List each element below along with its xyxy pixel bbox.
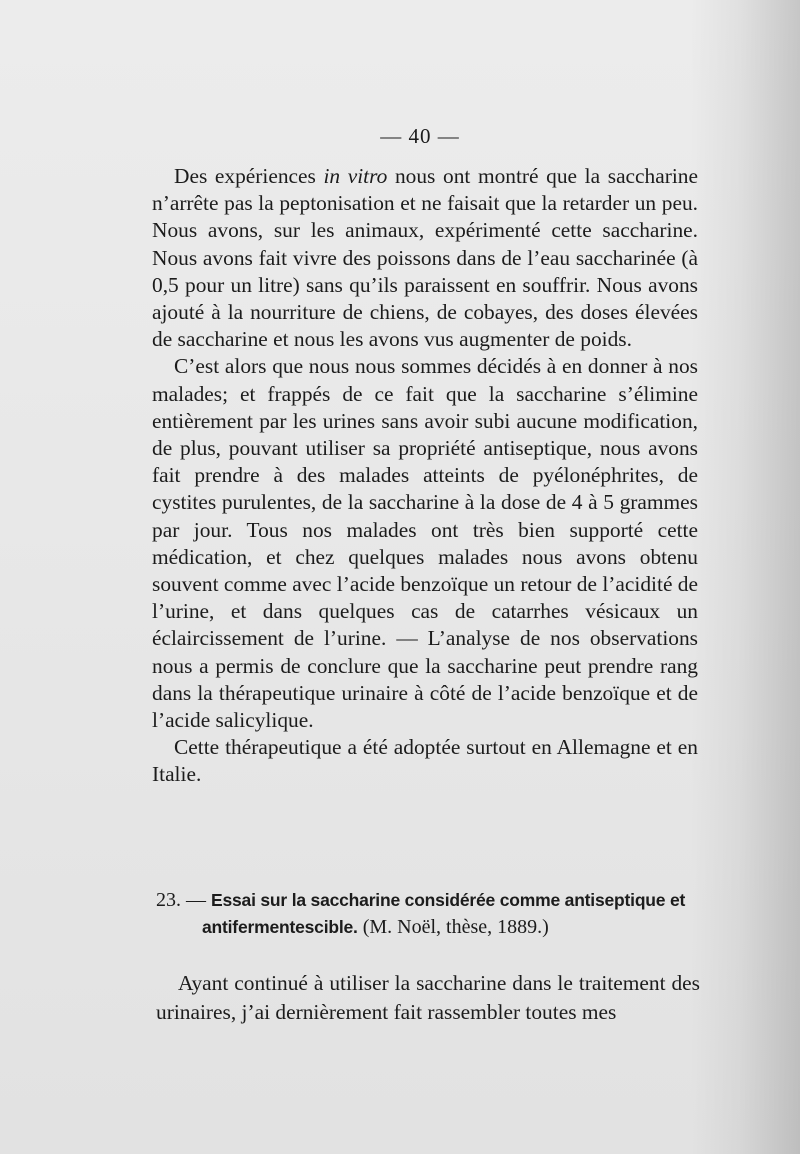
page-number: — 40 — (380, 124, 460, 148)
paragraph-experiments (152, 163, 698, 353)
bibliography-entry (156, 887, 702, 941)
italic-in-vitro: in vitro (323, 164, 388, 188)
paragraph-continuation: Ayant continué à utiliser la saccharine dans le traitement des urinaires, j’ai dernièrement fait rassembler toutes mes (156, 971, 700, 1024)
paragraph-experiments-rest: nous ont montré que la saccharine n’arrête pas la peptonisation et ne faisait que la retarder un peu. Nous avons, sur les animaux, expérimenté cette saccharine. Nous avons fait vivre des poissons dans de l’eau saccharinée (à 0,5 pour un litre) sans qu’ils paraissent en souffrir. Nous avons ajouté à la nourriture de chiens, de cobayes, des doses élevées de saccharine et nous les avons vus augmenter de poids. (152, 164, 698, 352)
main-text-block (152, 163, 698, 789)
entry-title-line1: Essai sur la saccharine considérée comme antiseptique et (211, 890, 686, 910)
entry-citation: (M. Noël, thèse, 1889.) (357, 916, 549, 938)
entry-number: 23. — (156, 889, 211, 911)
continuation-text-block (156, 969, 700, 1027)
paragraph-adoption: Cette thérapeutique a été adoptée surtout en Allemagne et en Italie. (152, 735, 698, 787)
paragraph-patients: C’est alors que nous nous sommes décidés à en donner à nos malades; et frappés de ce fait que la saccharine s’élimine entièrement par les urines sans avoir subi aucune modification, de plus, pouvant utiliser sa propriété antiseptique, nous avons fait prendre à des malades atteints de pyélonéphrites, de cystites purulentes, de la saccharine à la dose de 4 à 5 grammes par jour. Tous nos malades ont très bien supporté cette médication, et chez quelques malades nous avons obtenu souvent comme avec l’acide benzoïque un retour de l’acidité de l’urine, et dans quelques cas de catarrhes vésicaux un éclaircissement de l’urine. — L’analyse de nos observations nous a permis de conclure que la saccharine peut prendre rang dans la thérapeutique urinaire à côté de l’acide benzoïque et de l’acide salicylique. (152, 354, 698, 733)
entry-second-line (156, 914, 702, 941)
entry-title-line2: antifermentescible. (202, 917, 358, 937)
paragraph-experiments-start: Des expériences (174, 164, 324, 188)
